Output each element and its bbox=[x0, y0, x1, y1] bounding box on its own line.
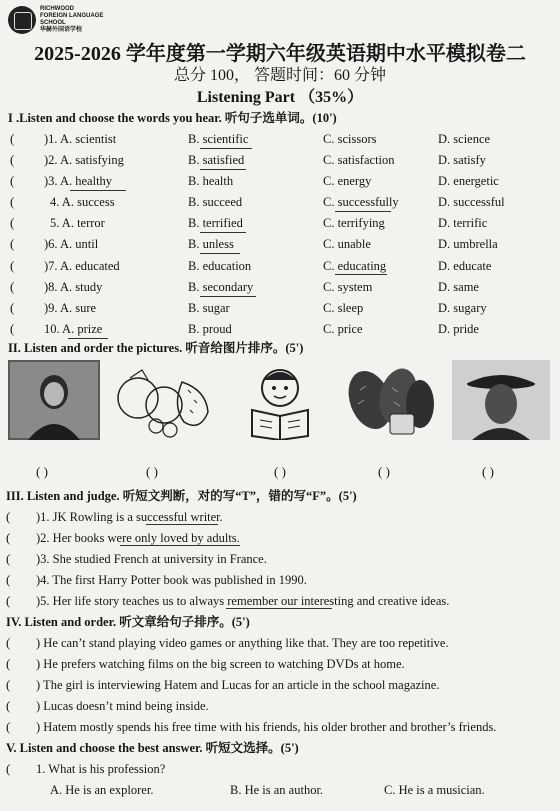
q8-a: )8. A. study bbox=[44, 280, 103, 294]
judge-item-4: )4. The first Harry Potter book was published in 1990. bbox=[36, 573, 307, 587]
picture-answer-1[interactable]: ( ) bbox=[36, 464, 48, 479]
pen-underline bbox=[200, 294, 256, 297]
q10-c: C. price bbox=[323, 322, 363, 336]
q3-a: )3. A. healthy bbox=[44, 174, 113, 188]
order-item-5: ) Hatem mostly spends his free time with his friends, his older brother and brother’s friends. bbox=[36, 720, 497, 734]
q5-a: 5. A. terror bbox=[50, 216, 105, 230]
answer-paren[interactable]: ( bbox=[10, 152, 15, 167]
section5-heading: V. Listen and choose the best answer. 听短文选择。(5') bbox=[6, 741, 299, 755]
q3-d: D. energetic bbox=[438, 174, 499, 188]
answer-paren[interactable]: ( bbox=[6, 698, 11, 713]
q2-c: C. satisfaction bbox=[323, 153, 395, 167]
picture-fruits bbox=[108, 360, 220, 440]
q10-b: B. proud bbox=[188, 322, 232, 336]
q10-d: D. pride bbox=[438, 322, 479, 336]
judge-item-5: )5. Her life story teaches us to always remember our interesting and creative ideas. bbox=[36, 594, 450, 608]
answer-paren[interactable]: ( bbox=[6, 551, 11, 566]
q5-b: B. terrified bbox=[188, 216, 243, 230]
picture-bread bbox=[340, 360, 440, 440]
q9-a: )9. A. sure bbox=[44, 301, 97, 315]
pen-underline bbox=[200, 167, 246, 170]
option-b: B. He is an author. bbox=[230, 783, 324, 797]
answer-paren[interactable]: ( bbox=[10, 173, 15, 188]
answer-paren[interactable]: ( bbox=[10, 131, 15, 146]
picture-boy-reading bbox=[230, 360, 330, 440]
order-item-1: ) He can’t stand playing video games or anything like that. They are too repetitive. bbox=[36, 636, 449, 650]
pen-underline bbox=[200, 251, 240, 254]
q5-d: D. terrific bbox=[438, 216, 488, 230]
q4-a: 4. A. success bbox=[50, 195, 115, 209]
pen-underline bbox=[120, 543, 240, 546]
pen-underline bbox=[335, 209, 391, 212]
q3-b: B. health bbox=[188, 174, 234, 188]
q8-d: D. same bbox=[438, 280, 479, 294]
answer-paren[interactable]: ( bbox=[10, 258, 15, 273]
judge-item-3: )3. She studied French at university in France. bbox=[36, 552, 267, 566]
q8-c: C. system bbox=[323, 280, 373, 294]
q2-d: D. satisfy bbox=[438, 153, 486, 167]
answer-paren[interactable]: ( bbox=[10, 321, 15, 336]
q1-d: D. science bbox=[438, 132, 491, 146]
q9-d: D. sugary bbox=[438, 301, 487, 315]
answer-paren[interactable]: ( bbox=[6, 635, 11, 650]
q7-c: C. educating bbox=[323, 259, 387, 273]
school-name: RICHWOOD FOREIGN LANGUAGE SCHOOL 华赫外国语学校 bbox=[40, 6, 104, 33]
picture-answer-4[interactable]: ( ) bbox=[378, 464, 390, 479]
school-logo bbox=[8, 6, 36, 34]
judge-item-2: )2. Her books were only loved by adults. bbox=[36, 531, 240, 545]
q4-d: D. successful bbox=[438, 195, 505, 209]
q9-c: C. sleep bbox=[323, 301, 364, 315]
answer-paren[interactable]: ( bbox=[10, 300, 15, 315]
answer-paren[interactable]: ( bbox=[6, 509, 11, 524]
answer-paren[interactable]: ( bbox=[10, 194, 15, 209]
q10-a: 10. A. prize bbox=[44, 322, 103, 336]
answer-paren[interactable]: ( bbox=[6, 572, 11, 587]
q5-c: C. terrifying bbox=[323, 216, 385, 230]
answer-paren[interactable]: ( bbox=[10, 236, 15, 251]
picture-answer-2[interactable]: ( ) bbox=[146, 464, 158, 479]
q7-a: )7. A. educated bbox=[44, 259, 120, 273]
judge-item-1: )1. JK Rowling is a successful writer. bbox=[36, 510, 223, 524]
q4-b: B. succeed bbox=[188, 195, 243, 209]
exam-title: 2025-2026 学年度第一学期六年级英语期中水平模拟卷二 bbox=[34, 43, 526, 65]
exam-subtitle: 总分 100， 答题时间：60 分钟 bbox=[173, 67, 386, 84]
option-c: C. He is a musician. bbox=[384, 783, 485, 797]
q4-c: C. successfully bbox=[323, 195, 399, 209]
q2-b: B. satisfied bbox=[188, 153, 245, 167]
section4-heading: IV. Listen and order. 听文章给句子排序。(5') bbox=[6, 615, 250, 629]
q6-a: )6. A. until bbox=[44, 237, 99, 251]
pen-underline bbox=[335, 272, 387, 275]
q1-c: C. scissors bbox=[323, 132, 377, 146]
picture-man-hat bbox=[452, 360, 550, 440]
pen-underline bbox=[70, 188, 126, 191]
q7-b: B. education bbox=[188, 259, 252, 273]
answer-paren[interactable]: ( bbox=[6, 761, 11, 776]
order-item-4: ) Lucas doesn’t mind being inside. bbox=[36, 699, 209, 713]
q7-d: D. educate bbox=[438, 259, 492, 273]
picture-answer-5[interactable]: ( ) bbox=[482, 464, 494, 479]
answer-paren[interactable]: ( bbox=[6, 677, 11, 692]
q6-b: B. unless bbox=[188, 237, 234, 251]
pen-underline bbox=[226, 606, 332, 609]
answer-paren[interactable]: ( bbox=[10, 215, 15, 230]
pen-underline bbox=[200, 146, 252, 149]
section2-heading: II. Listen and order the pictures. 听音给图片排序。(5') bbox=[8, 341, 304, 355]
pen-underline bbox=[146, 522, 218, 525]
q2-a: )2. A. satisfying bbox=[44, 153, 124, 167]
picture-woman bbox=[8, 360, 100, 440]
option-a: A. He is an explorer. bbox=[50, 783, 154, 797]
section1-heading: I .Listen and choose the words you hear. 听句子选单词。(10') bbox=[8, 111, 337, 125]
q6-d: D. umbrella bbox=[438, 237, 498, 251]
q1-b: B. scientific bbox=[188, 132, 249, 146]
part-heading: Listening Part （35%） bbox=[196, 89, 364, 106]
q1-a: )1. A. scientist bbox=[44, 132, 117, 146]
answer-paren[interactable]: ( bbox=[6, 593, 11, 608]
order-item-2: ) He prefers watching films on the big screen to watching DVDs at home. bbox=[36, 657, 405, 671]
answer-paren[interactable]: ( bbox=[6, 656, 11, 671]
q3-c: C. energy bbox=[323, 174, 372, 188]
section3-heading: III. Listen and judge. 听短文判断，对的写“T”，错的写“F”。(5') bbox=[6, 489, 357, 503]
answer-paren[interactable]: ( bbox=[6, 530, 11, 545]
q8-b: B. secondary bbox=[188, 280, 254, 294]
q9-b: B. sugar bbox=[188, 301, 230, 315]
q6-c: C. unable bbox=[323, 237, 371, 251]
answer-paren[interactable]: ( bbox=[6, 719, 11, 734]
picture-answer-3[interactable]: ( ) bbox=[274, 464, 286, 479]
pen-underline bbox=[68, 336, 108, 339]
answer-paren[interactable]: ( bbox=[10, 279, 15, 294]
question-1: 1. What is his profession? bbox=[36, 762, 166, 776]
order-item-3: ) The girl is interviewing Hatem and Lucas for an article in the school magazine. bbox=[36, 678, 440, 692]
pen-underline bbox=[200, 230, 246, 233]
